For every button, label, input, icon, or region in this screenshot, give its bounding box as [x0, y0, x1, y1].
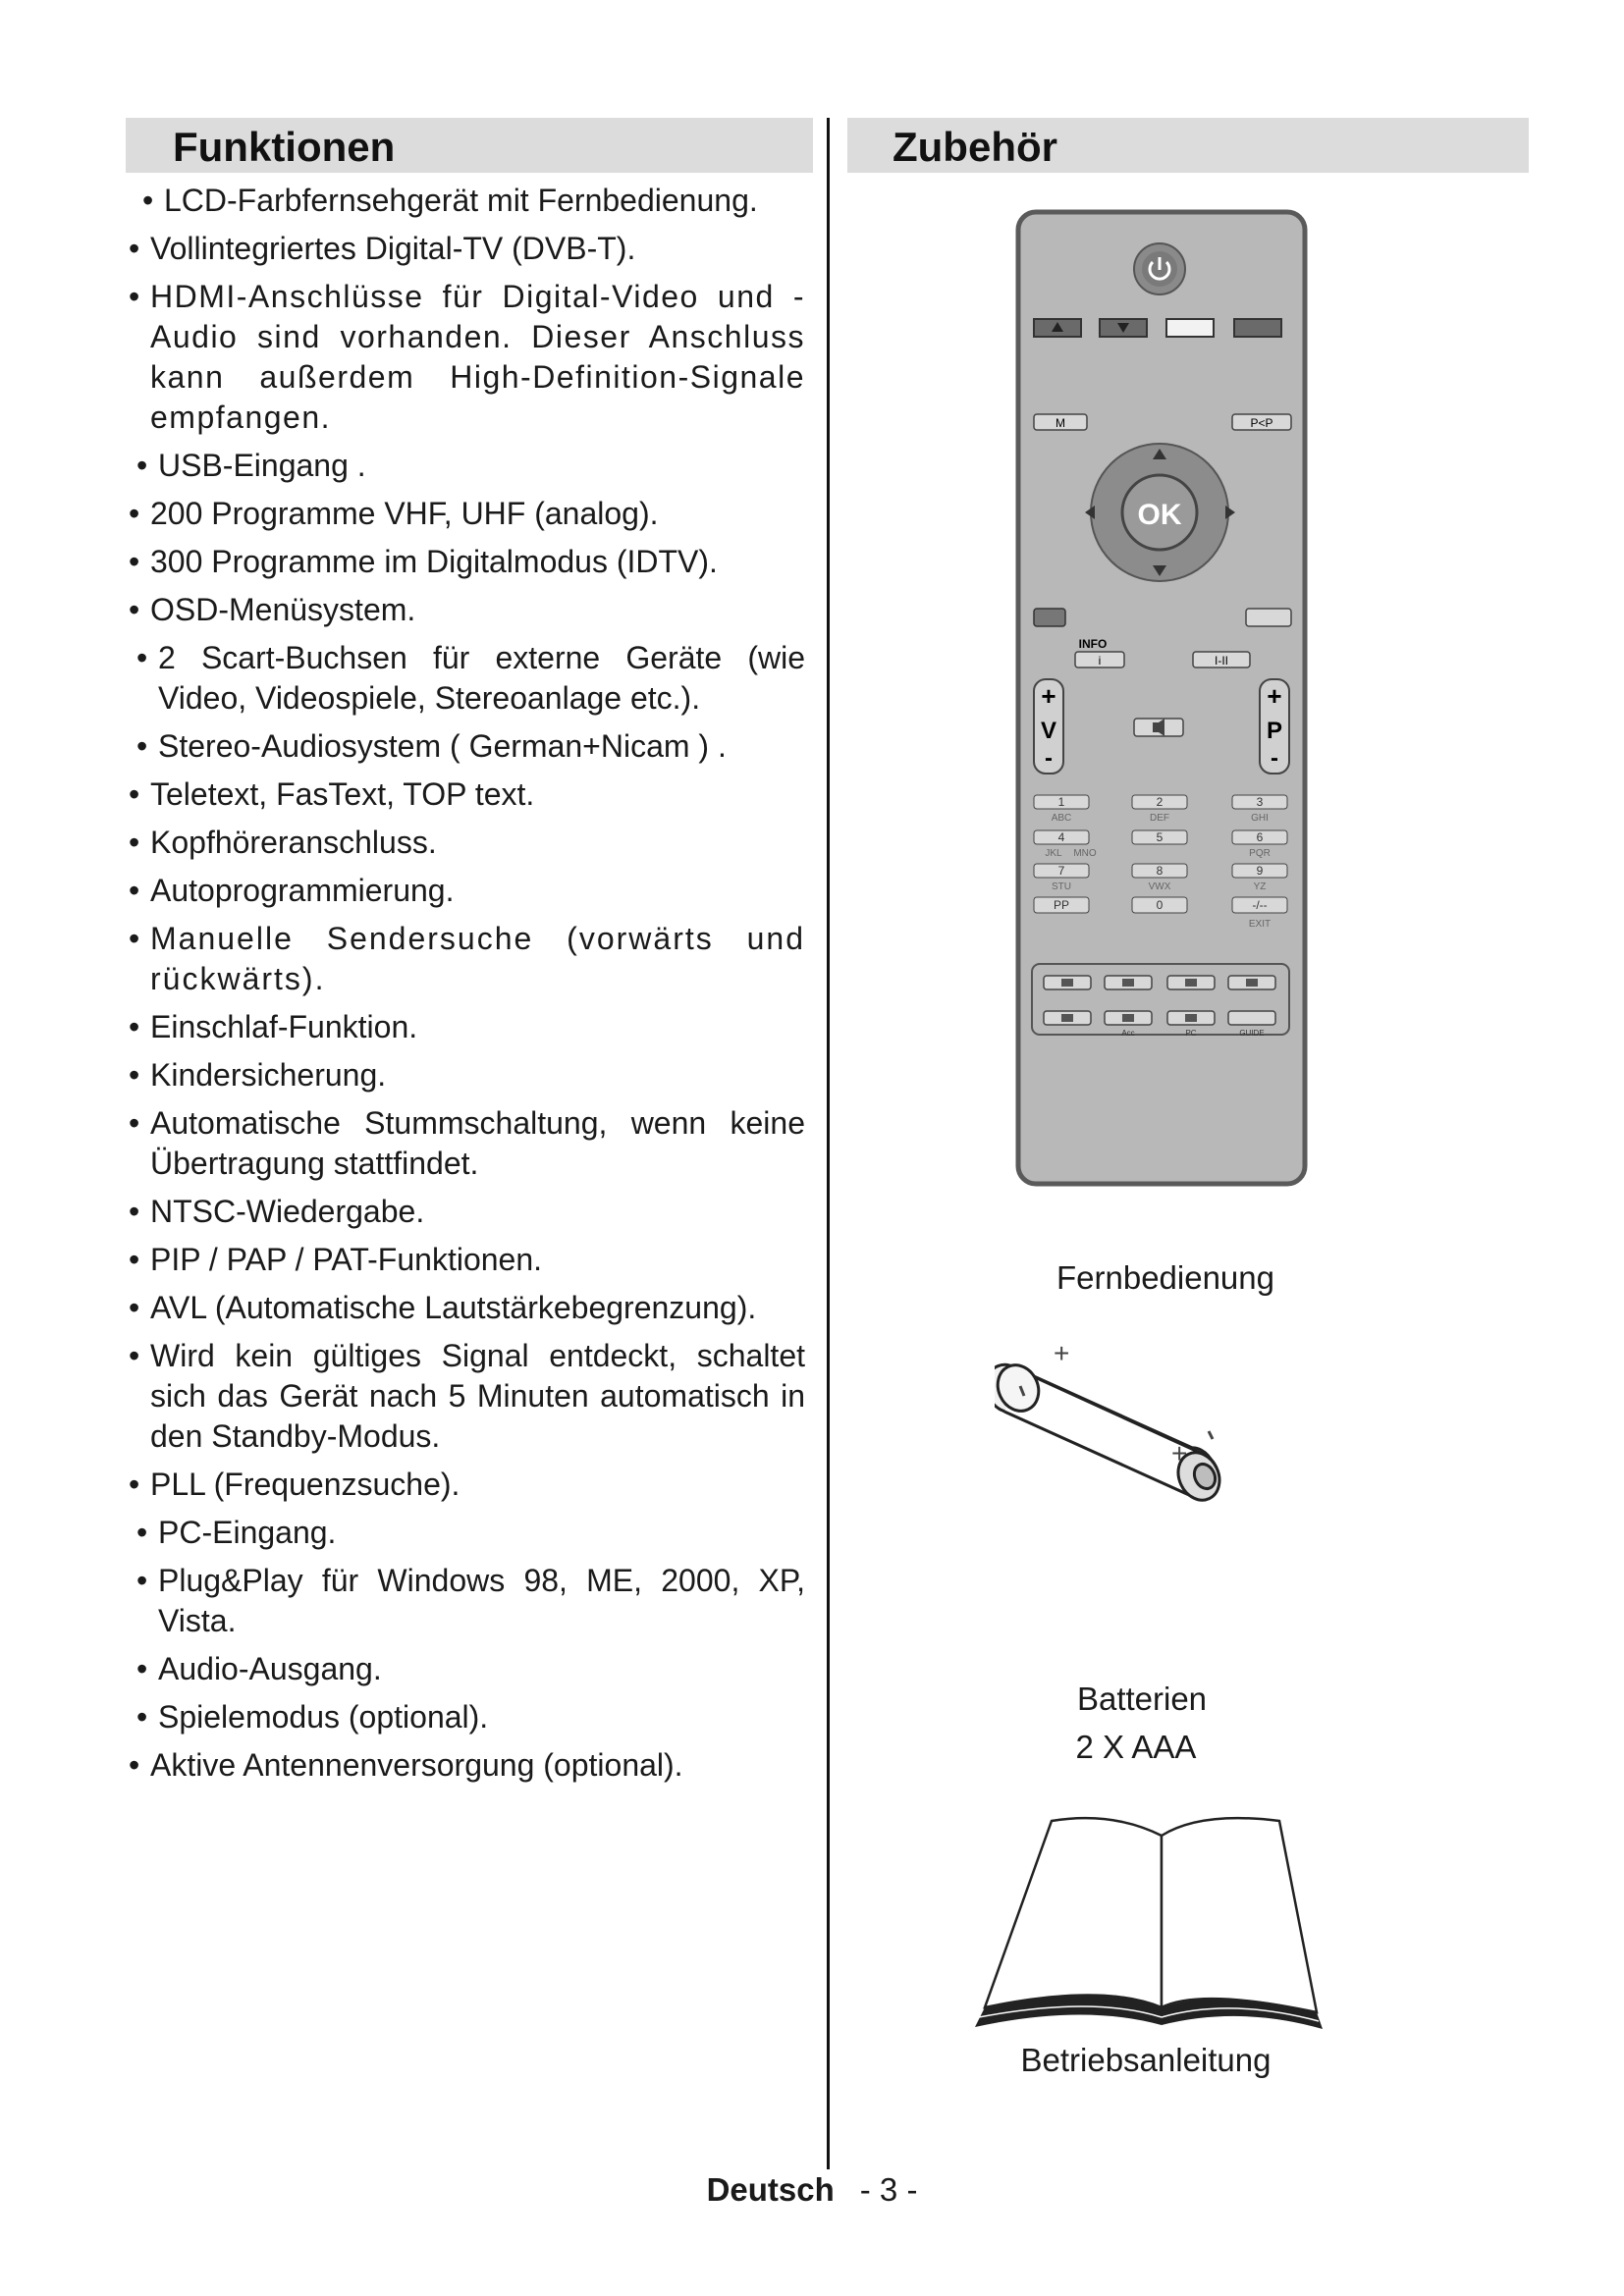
- ok-button: OK: [1137, 499, 1182, 531]
- svg-text:PC: PC: [1185, 1029, 1197, 1038]
- svg-text:VWX: VWX: [1148, 881, 1171, 892]
- svg-text:DEF: DEF: [1150, 813, 1169, 824]
- page-footer: [0, 2171, 1624, 2209]
- svg-text:PQR: PQR: [1249, 848, 1271, 859]
- svg-text:9: 9: [1256, 864, 1264, 878]
- svg-text:-: -: [1271, 745, 1278, 772]
- svg-text:Acc: Acc: [1121, 1029, 1135, 1038]
- svg-text:JKL: JKL: [1045, 848, 1062, 859]
- svg-text:V: V: [1040, 718, 1057, 744]
- feature-item: • USB-Eingang .: [134, 446, 813, 486]
- svg-text:EXIT: EXIT: [1248, 919, 1272, 930]
- av-button: [1034, 609, 1065, 626]
- batteries-image: [995, 1333, 1250, 1510]
- color-key-blue: [1234, 319, 1281, 337]
- svg-text:-: -: [1045, 745, 1053, 772]
- remote-control-image: [1014, 208, 1309, 1190]
- feature-item: • LCD-Farbfernsehgerät mit Fernbedienung.: [139, 181, 813, 221]
- svg-text:P<P: P<P: [1250, 416, 1273, 430]
- svg-text:YZ: YZ: [1253, 881, 1267, 892]
- svg-text:INFO: INFO: [1078, 637, 1108, 651]
- batteries-caption: Batterien: [1076, 1681, 1208, 1717]
- feature-item: • OSD-Menüsystem.: [126, 590, 813, 630]
- feature-list: [126, 181, 813, 1786]
- accessories-heading: Zubehör: [847, 118, 1529, 173]
- svg-text:0: 0: [1156, 898, 1164, 912]
- feature-item: • Autoprogrammierung.: [126, 871, 813, 911]
- feature-item: • 300 Programme im Digitalmodus (IDTV).: [126, 542, 813, 582]
- feature-item: • Stereo-Audiosystem ( German+Nicam ) .: [134, 726, 813, 767]
- batteries-count: 2 X AAA: [1075, 1729, 1197, 1765]
- tv-dtv-button: [1246, 609, 1291, 626]
- svg-text:GUIDE: GUIDE: [1239, 1029, 1265, 1038]
- svg-text:+: +: [1054, 1338, 1070, 1368]
- svg-text:3: 3: [1256, 795, 1264, 809]
- svg-text:7: 7: [1057, 864, 1065, 878]
- feature-item: • Einschlaf-Funktion.: [126, 1007, 813, 1047]
- feature-item: • Teletext, FasText, TOP text.: [126, 774, 813, 815]
- svg-text:8: 8: [1156, 864, 1164, 878]
- svg-text:6: 6: [1256, 830, 1264, 844]
- feature-item: • Audio-Ausgang.: [134, 1649, 813, 1689]
- manual-caption: Betriebsanleitung: [1020, 2042, 1272, 2078]
- footer-language: Deutsch: [706, 2171, 835, 2208]
- svg-text:2: 2: [1156, 795, 1164, 809]
- features-heading: Funktionen: [126, 118, 813, 173]
- svg-text:MNO: MNO: [1073, 848, 1097, 859]
- feature-item: • Wird kein gültiges Signal entdeckt, schaltet sich das Gerät nach 5 Minuten automatisch in den Standby-Modus.: [126, 1336, 813, 1457]
- remote-caption: Fernbedienung: [1056, 1259, 1274, 1296]
- feature-item: • PLL (Frequenzsuche).: [126, 1465, 813, 1505]
- feature-item: • NTSC-Wiedergabe.: [126, 1192, 813, 1232]
- features-column: [126, 118, 813, 1786]
- svg-text:+: +: [1041, 681, 1056, 711]
- svg-text:ABC: ABC: [1051, 813, 1072, 824]
- feature-item: • PC-Eingang.: [134, 1513, 813, 1553]
- feature-item: • 200 Programme VHF, UHF (analog).: [126, 494, 813, 534]
- feature-item: • Automatische Stummschaltung, wenn keine Übertragung stattfindet.: [126, 1103, 813, 1184]
- color-key-yellow: [1166, 319, 1214, 337]
- svg-text:P: P: [1266, 718, 1283, 744]
- svg-text:i: i: [1098, 654, 1102, 667]
- column-divider: [827, 118, 830, 2169]
- svg-text:+: +: [1171, 1438, 1188, 1468]
- svg-text:STU: STU: [1052, 881, 1071, 892]
- open-book-icon: [946, 1811, 1338, 2037]
- svg-text:5: 5: [1156, 830, 1164, 844]
- svg-text:4: 4: [1057, 830, 1065, 844]
- feature-item: • Manuelle Sendersuche (vorwärts und rückwärts).: [126, 919, 813, 999]
- feature-item: • Vollintegriertes Digital-TV (DVB-T).: [126, 229, 813, 269]
- svg-text:1: 1: [1057, 795, 1065, 809]
- svg-text:GHI: GHI: [1251, 813, 1269, 824]
- feature-item: • Kopfhöreranschluss.: [126, 823, 813, 863]
- feature-item: • Aktive Antennenversorgung (optional).: [126, 1745, 813, 1786]
- accessories-column: [847, 118, 1529, 2169]
- svg-text:M: M: [1056, 416, 1065, 430]
- feature-item: • Kindersicherung.: [126, 1055, 813, 1095]
- feature-item: • Plug&Play für Windows 98, ME, 2000, XP, Vista.: [134, 1561, 813, 1641]
- svg-text:-/--: -/--: [1252, 898, 1268, 912]
- feature-item: • PIP / PAP / PAT-Funktionen.: [126, 1240, 813, 1280]
- svg-text:PP: PP: [1053, 898, 1070, 912]
- feature-item: • AVL (Automatische Lautstärkebegrenzung).: [126, 1288, 813, 1328]
- feature-item: • Spielemodus (optional).: [134, 1697, 813, 1737]
- svg-text:I-II: I-II: [1215, 654, 1228, 667]
- page-number: - 3 -: [859, 2171, 918, 2208]
- feature-item: • HDMI-Anschlüsse für Digital-Video und -Audio sind vorhanden. Dieser Anschluss kann außerdem High-Definition-Signale empfangen.: [126, 277, 813, 438]
- svg-text:+: +: [1267, 681, 1282, 711]
- feature-item: • 2 Scart-Buchsen für externe Geräte (wie Video, Videospiele, Stereoanlage etc.).: [134, 638, 813, 719]
